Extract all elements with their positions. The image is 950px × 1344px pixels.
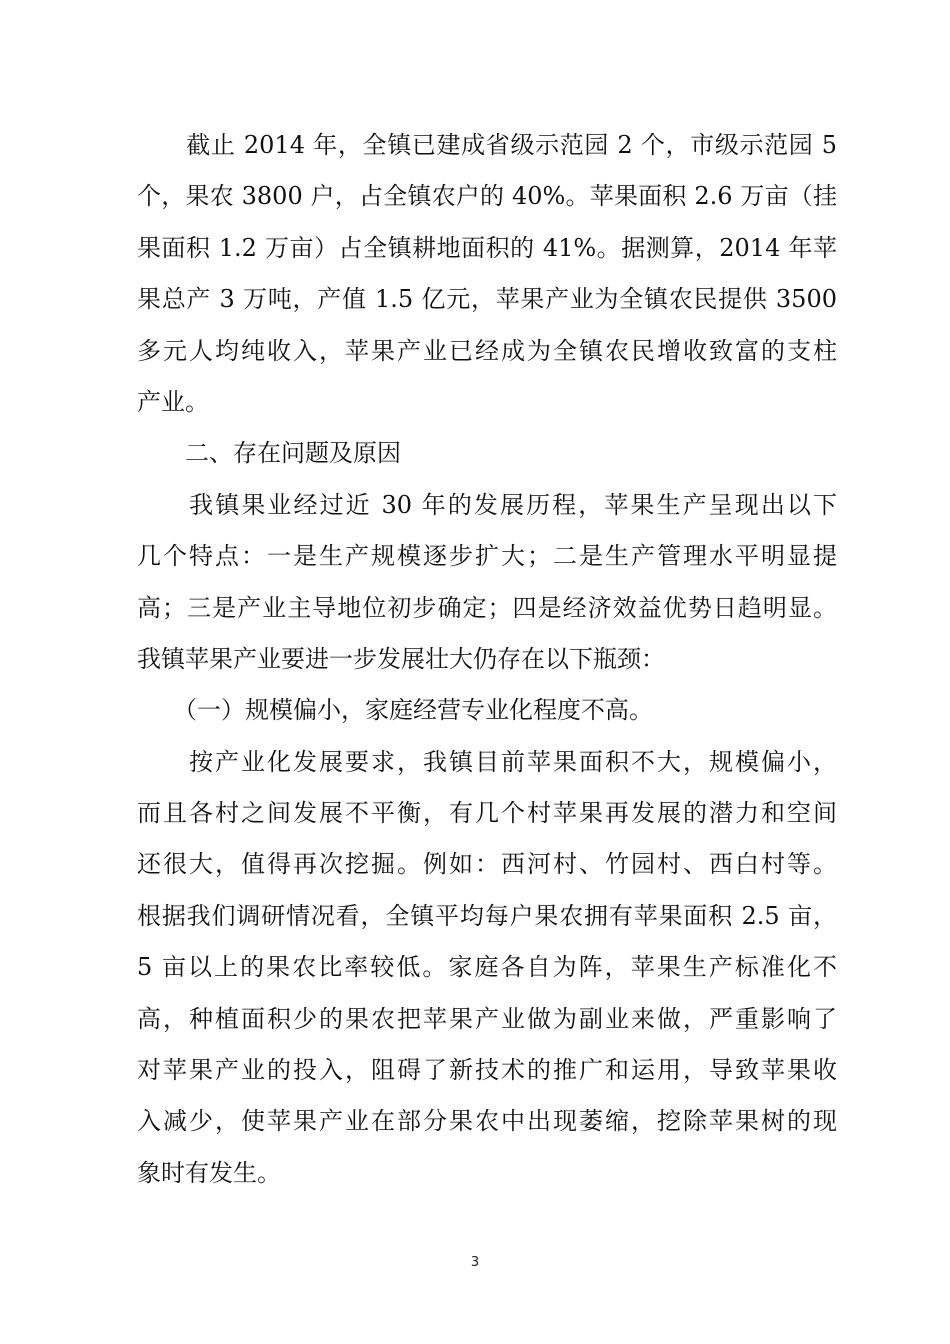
text-line: 我镇果业经过近 30 年的发展历程，苹果生产呈现出以下	[137, 490, 837, 519]
heading-line: 二、存在问题及原因	[137, 439, 401, 468]
text-line: 截止 2014 年，全镇已建成省级示范园 2 个，市级示范园 5	[137, 131, 837, 159]
text-line: 象时有发生。	[137, 1158, 281, 1187]
text-line: 个，果农 3800 户，占全镇农户的 40%。苹果面积 2.6 万亩（挂	[137, 182, 837, 211]
paragraph-demonstration-gardens	[137, 120, 837, 428]
document-body	[137, 120, 837, 1199]
paragraph-scale-problem	[137, 737, 837, 1200]
text-line: 5 亩以上的果农比率较低。家庭各自为阵，苹果生产标准化不	[137, 953, 837, 982]
text-line: 对苹果产业的投入，阻碍了新技术的推广和运用，导致苹果收	[137, 1056, 837, 1085]
text-line: 果总产 3 万吨，产值 1.5 亿元，苹果产业为全镇农民提供 3500	[137, 285, 837, 314]
text-line: 高；三是产业主导地位初步确定；四是经济效益优势日趋明显。	[137, 593, 837, 622]
text-line: 而且各村之间发展不平衡，有几个村苹果再发展的潜力和空间	[137, 799, 837, 828]
heading-line: （一）规模偏小，家庭经营专业化程度不高。	[137, 696, 653, 725]
text-line: 按产业化发展要求，我镇目前苹果面积不大，规模偏小，	[137, 747, 837, 776]
text-line: 果面积 1.2 万亩）占全镇耕地面积的 41%。据测算，2014 年苹	[137, 233, 837, 262]
text-line: 多元人均纯收入，苹果产业已经成为全镇农民增收致富的支柱	[137, 336, 837, 365]
text-line: 入减少，使苹果产业在部分果农中出现萎缩，挖除苹果树的现	[137, 1107, 837, 1136]
text-line: 根据我们调研情况看，全镇平均每户果农拥有苹果面积 2.5 亩，	[137, 901, 837, 930]
text-line: 高，种植面积少的果农把苹果产业做为副业来做，严重影响了	[137, 1004, 837, 1033]
text-line: 我镇苹果产业要进一步发展壮大仍存在以下瓶颈：	[137, 644, 665, 673]
text-line: 还很大，值得再次挖掘。例如：西河村、竹园村、西白村等。	[137, 850, 837, 879]
section-heading	[137, 428, 837, 479]
text-line: 几个特点：一是生产规模逐步扩大；二是生产管理水平明显提	[137, 542, 837, 571]
text-line: 产业。	[137, 387, 209, 416]
subsection-heading	[137, 685, 837, 736]
paragraph-development-features	[137, 480, 837, 686]
page-number: 3	[470, 1255, 480, 1270]
